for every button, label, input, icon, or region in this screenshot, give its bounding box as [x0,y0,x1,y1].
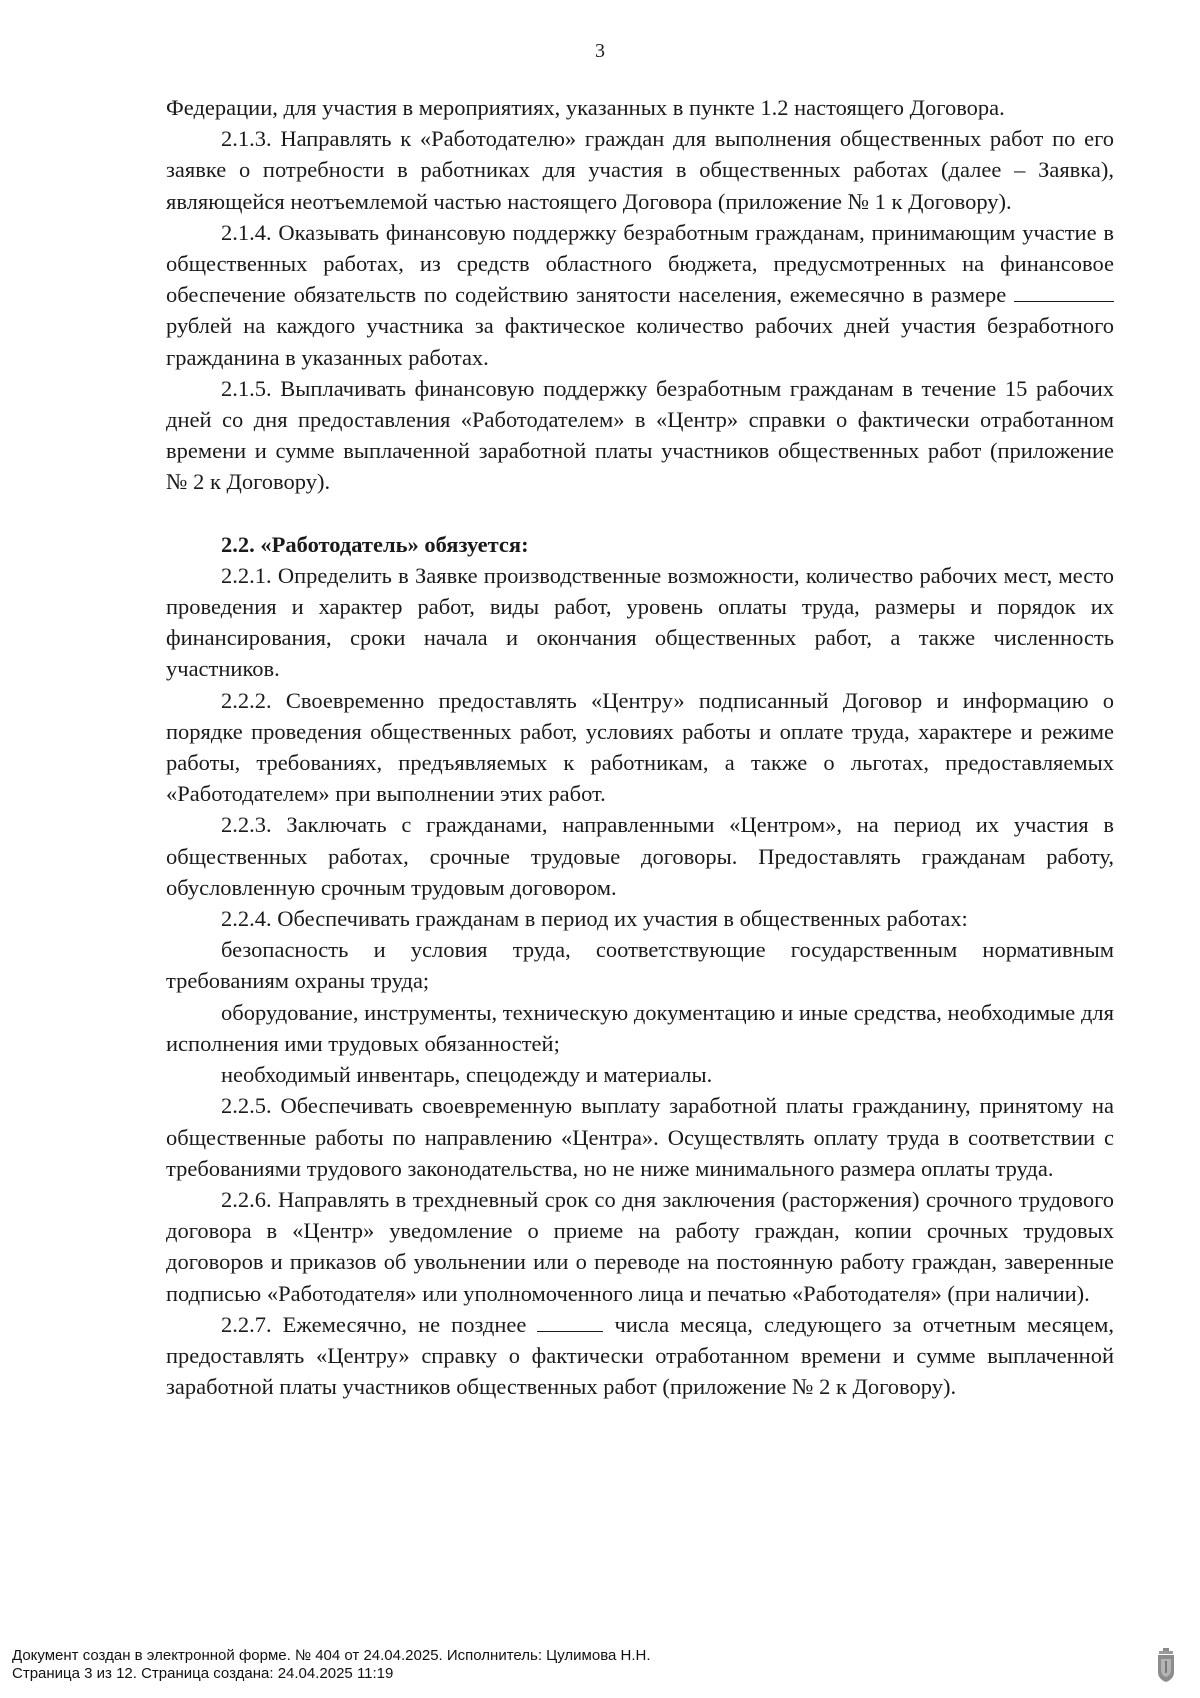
clause-2-2-6: 2.2.6. Направлять в трехдневный срок со дня заключения (расторжения) срочного трудового договора в «Центр» уведомление о приеме на работу граждан, копии срочных трудовых договоров и приказов об увольнении или о переводе на постоянную работу граждан, заверенные подписью «Работодателя» или уполномоченного лица и печатью «Работодателя» (при наличии). [166,1186,1114,1306]
clause-2-1-4-text-start: 2.1.4. Оказывать финансовую поддержку безработным гражданам, принимающим участие в общественных работах, из средств областного бюджета, предусмотренных на финансовое обеспечение обязательств по содействию занятости населения, ежемесячно в размере [166,219,1114,308]
paragraph: Федерации, для участия в мероприятиях, указанных в пункте 1.2 настоящего Договора. [166,95,1005,120]
clause-2-1-3: 2.1.3. Направлять к «Работодателю» граждан для выполнения общественных работ по его заявке о потребности в работниках для участия в общественных работах (далее – Заявка), являющейся неотъемлемой частью настоящего Договора (приложение № 1 к Договору). [166,126,1114,214]
clause-2-2-3: 2.2.3. Заключать с гражданами, направленными «Центром», на период их участия в общественных работах, срочные трудовые договоры. Предоставлять гражданам работу, обусловленную срочным трудовым договором. [166,812,1114,900]
page-number: 3 [595,40,605,62]
clause-2-2-4: 2.2.4. Обеспечивать гражданам в период их участия в общественных работах: [221,906,968,932]
clause-2-2-7 [166,1309,1114,1403]
footer-line-document-info: Документ создан в электронной форме. № 404 от 24.04.2025. Исполнитель: Цулимова Н.Н. [12,1647,651,1664]
clause-2-2-2: 2.2.2. Своевременно предоставлять «Центру» подписанный Договор и информацию о порядке проведения общественных работ, условиях работы и оплате труда, характере и режиме работы, требованиях, предъявляемых к работникам, а также о льготах, предоставляемых «Работодателем» при выполнении этих работ. [166,687,1114,807]
clause-2-2-7-text-end: числа месяца, следующего за отчетным месяцем, предоставлять «Центру» справку о фактически отработанном времени и сумме выплаченной заработной платы участников общественных работ (приложение № 2 к Договору). [166,1311,1114,1400]
section-heading: 2.2. «Работодатель» обязуется: [221,531,529,557]
list-item-equipment: оборудование, инструменты, техническую документацию и иные средства, необходимые для исполнения ими трудовых обязанностей; [166,999,1114,1056]
list-item-inventory: необходимый инвентарь, спецодежду и материалы. [221,1062,713,1088]
clause-2-1-4 [166,217,1114,373]
clause-2-2-7-text-start: 2.2.7. Ежемесячно, не позднее [221,1311,527,1337]
clause-2-1-5: 2.1.5. Выплачивать финансовую поддержку безработным гражданам в течение 15 рабочих дней со дня предоставления «Работодателем» в «Центр» справки о фактически отработанном времени и сумме выплаченной заработной платы участников общественных работ (приложение № 2 к Договору). [166,375,1114,495]
document-footer [12,1647,651,1683]
list-item-safety: безопасность и условия труда, соответствующие государственным нормативным требованиям охраны труда; [166,937,1114,994]
clause-2-2-1: 2.2.1. Определить в Заявке производственные возможности, количество рабочих мест, место проведения и характер работ, виды работ, уровень оплаты труда, размеры и порядок их финансирования, сроки начала и окончания общественных работ, а также численность участников. [166,562,1114,682]
clause-2-1-4-text-end: рублей на каждого участника за фактическое количество рабочих дней участия безработного гражданина в указанных работах. [166,313,1114,370]
document-body [166,92,1114,1402]
footer-line-page-info: Страница 3 из 12. Страница создана: 24.04.2025 11:19 [12,1665,394,1682]
date-blank-field [537,1311,603,1332]
amount-blank-field [1014,281,1114,302]
coat-of-arms-icon [1156,1648,1176,1682]
clause-2-2-5: 2.2.5. Обеспечивать своевременную выплату заработной платы гражданину, принятому на общественные работы по направлению «Центра». Осуществлять оплату труда в соответствии с требованиями трудового законодательства, но не ниже минимального размера оплаты труда. [166,1093,1114,1181]
